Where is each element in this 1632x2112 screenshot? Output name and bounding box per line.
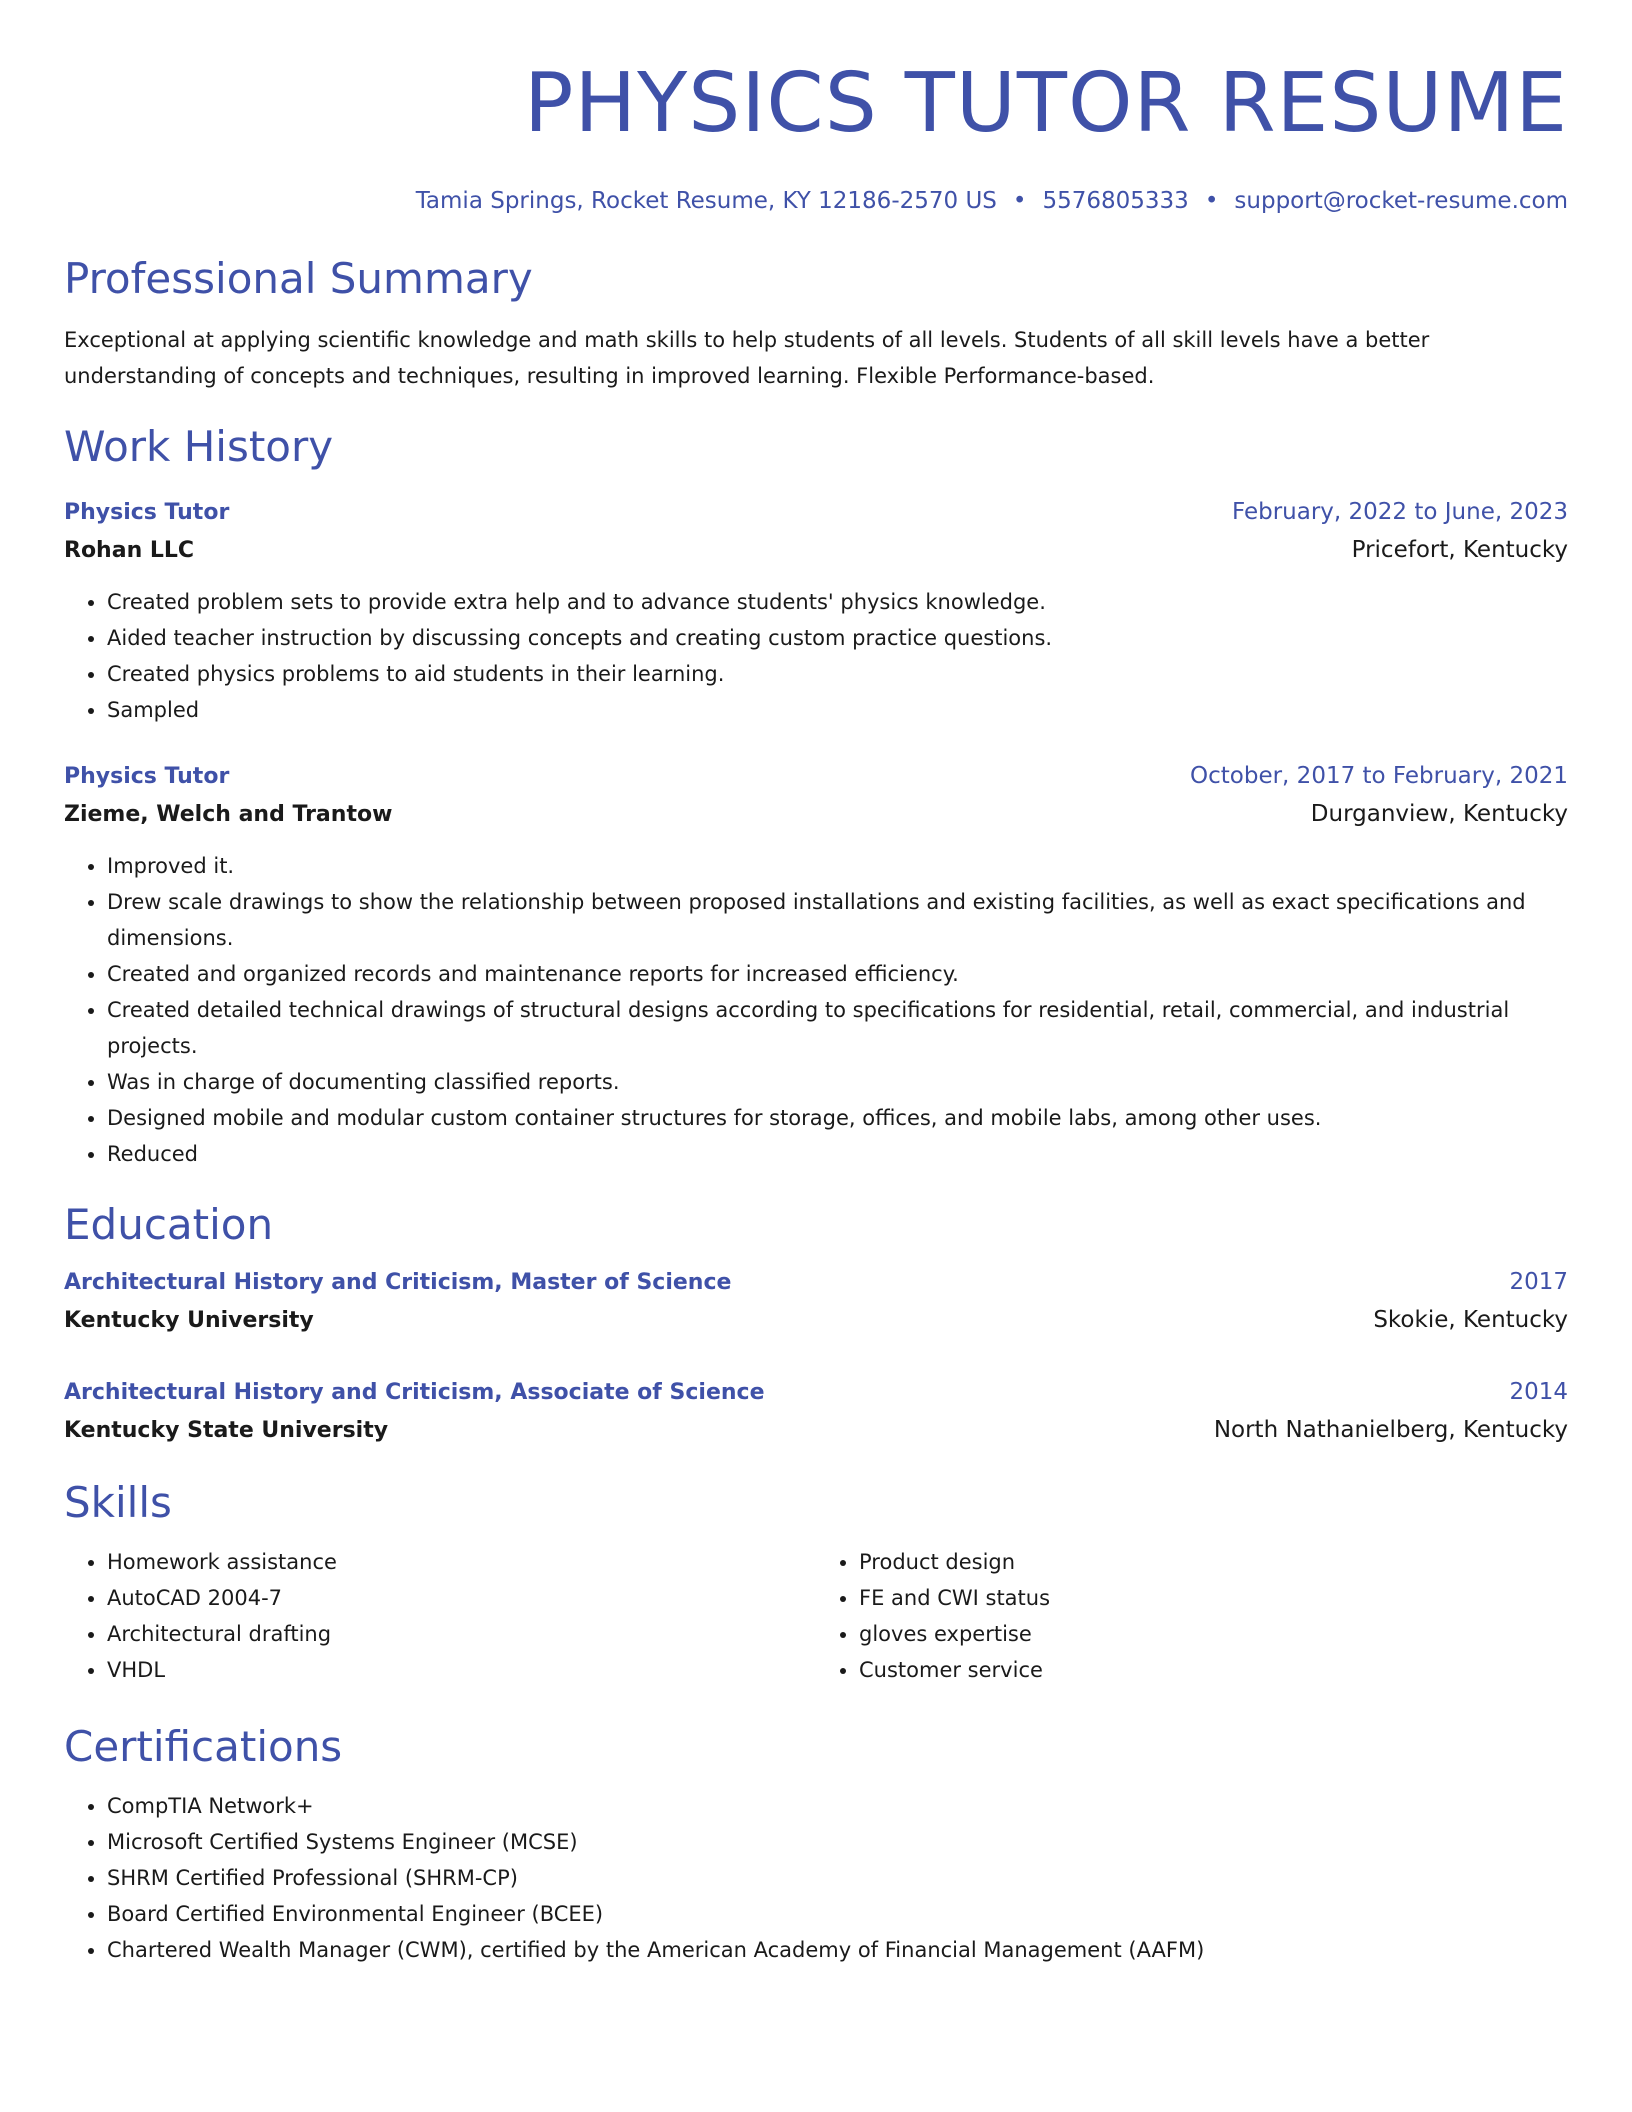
job-role: Physics Tutor bbox=[64, 500, 230, 525]
certification-item: • CompTIA Network+ bbox=[107, 1788, 1568, 1824]
job-company: Rohan LLC bbox=[64, 538, 195, 563]
education-school-row bbox=[64, 1411, 1568, 1450]
education-location: North Nathanielberg, Kentucky bbox=[1213, 1417, 1568, 1443]
job-location: Durganview, Kentucky bbox=[1310, 801, 1568, 827]
certification-item: • SHRM Certified Professional (SHRM-CP) bbox=[107, 1860, 1568, 1896]
job-company: Zieme, Welch and Trantow bbox=[64, 802, 393, 827]
job-header-row bbox=[64, 758, 1568, 795]
education-entry bbox=[64, 1374, 1568, 1450]
certifications-heading: Certifications bbox=[64, 1722, 343, 1771]
education-location: Skokie, Kentucky bbox=[1373, 1307, 1568, 1333]
contact-separator: • bbox=[1012, 188, 1027, 214]
education-header-row bbox=[64, 1374, 1568, 1411]
skills-column-left bbox=[64, 1544, 816, 1688]
contact-address: Tamia Springs, Rocket Resume, KY 12186-2570 US bbox=[415, 188, 997, 214]
job-bullet: • Created physics problems to aid students in their learning. bbox=[107, 656, 1568, 692]
job-bullet: • Reduced bbox=[107, 1136, 1568, 1172]
skill-item: • Architectural drafting bbox=[107, 1616, 816, 1652]
contact-line bbox=[64, 186, 1568, 216]
summary-heading: Professional Summary bbox=[64, 254, 533, 303]
contact-separator: • bbox=[1204, 188, 1219, 214]
job-dates: February, 2022 to June, 2023 bbox=[1231, 499, 1568, 525]
job-entry bbox=[64, 494, 1568, 728]
certification-item: • Microsoft Certified Systems Engineer (MCSE) bbox=[107, 1824, 1568, 1860]
contact-phone: 5576805333 bbox=[1042, 188, 1189, 214]
job-bullets bbox=[64, 584, 1568, 728]
skill-item: • Product design bbox=[859, 1544, 1568, 1580]
job-bullet: • Improved it. bbox=[107, 848, 1568, 884]
contact-email: support@rocket-resume.com bbox=[1234, 188, 1568, 214]
education-entry bbox=[64, 1264, 1568, 1340]
education-school-row bbox=[64, 1301, 1568, 1340]
skill-item: • gloves expertise bbox=[859, 1616, 1568, 1652]
job-bullet: • Created problem sets to provide extra help and to advance students' physics knowledge. bbox=[107, 584, 1568, 620]
summary-text: Exceptional at applying scientific knowledge and math skills to help students of all levels. Students of all skill levels have a better understanding of concepts and techniques, resulting in improved learning. Flexible Performance-based. bbox=[64, 328, 1430, 388]
job-entry bbox=[64, 758, 1568, 1172]
job-bullet: • Created and organized records and maintenance reports for increased efficiency. bbox=[107, 956, 1568, 992]
job-company-row bbox=[64, 531, 1568, 570]
skill-item: • AutoCAD 2004-7 bbox=[107, 1580, 816, 1616]
certification-item: • Board Certified Environmental Engineer (BCEE) bbox=[107, 1896, 1568, 1932]
certifications-list bbox=[64, 1788, 1568, 1968]
job-company-row bbox=[64, 795, 1568, 834]
job-bullet: • Designed mobile and modular custom container structures for storage, offices, and mobile labs, among other uses. bbox=[107, 1100, 1568, 1136]
job-bullets bbox=[64, 848, 1568, 1172]
job-bullet: • Sampled bbox=[107, 692, 1568, 728]
education-year: 2017 bbox=[1509, 1269, 1568, 1295]
job-dates: October, 2017 to February, 2021 bbox=[1190, 763, 1568, 789]
job-header-row bbox=[64, 494, 1568, 531]
skills-heading: Skills bbox=[64, 1478, 172, 1527]
education-heading: Education bbox=[64, 1200, 274, 1249]
skill-item: • FE and CWI status bbox=[859, 1580, 1568, 1616]
certification-item: • Chartered Wealth Manager (CWM), certified by the American Academy of Financial Management (AAFM) bbox=[107, 1932, 1568, 1968]
skills-column-right bbox=[816, 1544, 1568, 1688]
job-bullet: • Drew scale drawings to show the relationship between proposed installations and existing facilities, as well as exact specifications and dimensions. bbox=[107, 884, 1568, 956]
education-school: Kentucky University bbox=[64, 1308, 314, 1333]
resume-title: PHYSICS TUTOR RESUME bbox=[524, 56, 1568, 151]
skill-item: • Customer service bbox=[859, 1652, 1568, 1688]
skills-list bbox=[64, 1544, 1568, 1688]
job-role: Physics Tutor bbox=[64, 764, 230, 789]
education-header-row bbox=[64, 1264, 1568, 1301]
work-history-heading: Work History bbox=[64, 422, 334, 471]
education-degree: Architectural History and Criticism, Associate of Science bbox=[64, 1380, 765, 1405]
education-degree: Architectural History and Criticism, Master of Science bbox=[64, 1270, 732, 1295]
job-bullet: • Was in charge of documenting classified reports. bbox=[107, 1064, 1568, 1100]
job-bullet: • Created detailed technical drawings of structural designs according to specifications for residential, retail, commercial, and industrial projects. bbox=[107, 992, 1568, 1064]
skill-item: • VHDL bbox=[107, 1652, 816, 1688]
job-bullet: • Aided teacher instruction by discussing concepts and creating custom practice questions. bbox=[107, 620, 1568, 656]
skill-item: • Homework assistance bbox=[107, 1544, 816, 1580]
education-school: Kentucky State University bbox=[64, 1418, 389, 1443]
education-year: 2014 bbox=[1509, 1379, 1568, 1405]
job-location: Pricefort, Kentucky bbox=[1351, 537, 1568, 563]
